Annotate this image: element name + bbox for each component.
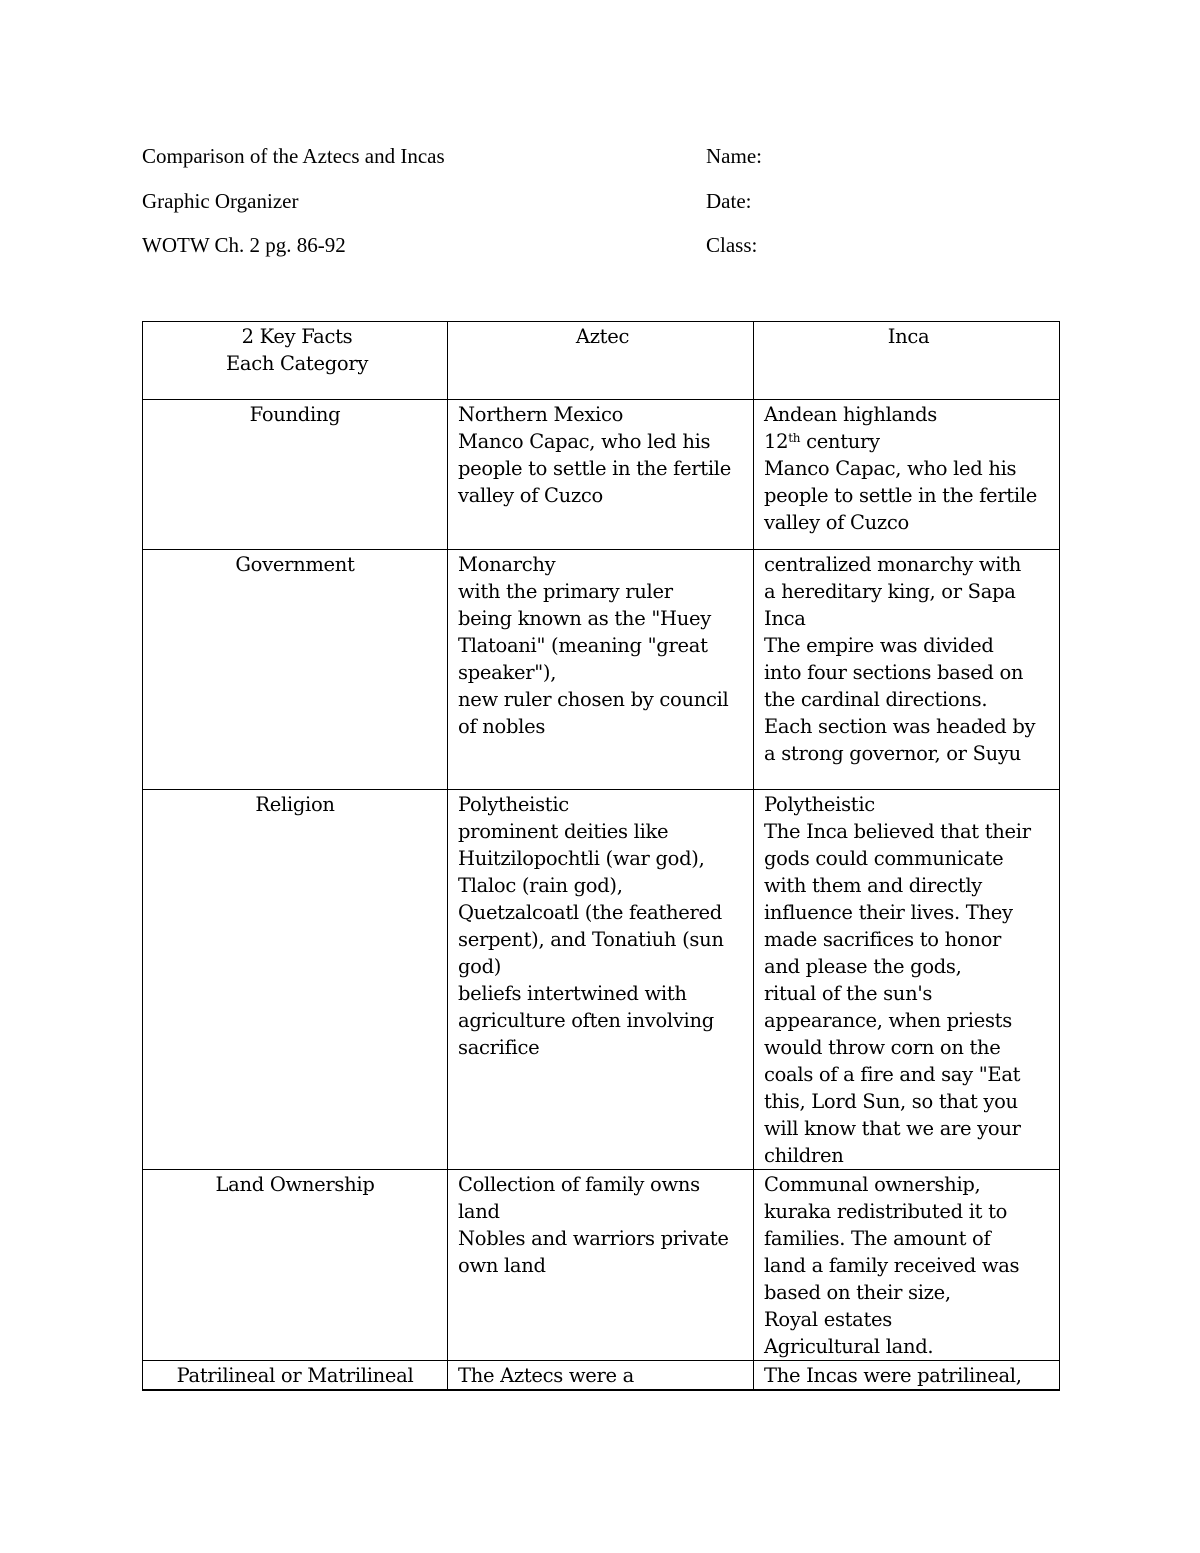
cell-line: agriculture often involving xyxy=(458,1009,714,1032)
cell-line: Andean highlands xyxy=(764,403,937,426)
cell-line: prominent deities like xyxy=(458,820,669,843)
cell-line: coals of a fire and say "Eat xyxy=(764,1063,1021,1086)
cell-line: Manco Capac, who led his xyxy=(764,457,1017,480)
century-word: century xyxy=(800,430,880,453)
category-cell xyxy=(143,550,448,790)
cell-line: Collection of family owns xyxy=(458,1173,700,1196)
header-aztec-label: Aztec xyxy=(575,325,630,348)
header-row-title xyxy=(142,142,1062,187)
cell-line: Tlatoani" (meaning "great xyxy=(458,634,708,657)
cell-line: speaker"), xyxy=(458,661,557,684)
document-title: Comparison of the Aztecs and Incas xyxy=(142,144,445,168)
aztec-cell xyxy=(448,400,754,550)
cell-line: people to settle in the fertile xyxy=(458,457,731,480)
aztec-cell xyxy=(448,550,754,790)
table-row xyxy=(143,400,1060,550)
cell-line: appearance, when priests xyxy=(764,1009,1012,1032)
chapter-reference: WOTW Ch. 2 pg. 86-92 xyxy=(142,233,346,257)
cell-line: people to settle in the fertile xyxy=(764,484,1037,507)
header-cell-aztec xyxy=(448,322,754,400)
cell-line: children xyxy=(764,1144,844,1167)
cell-line: Northern Mexico xyxy=(458,403,624,426)
cell-line: Quetzalcoatl (the feathered xyxy=(458,901,722,924)
cell-line: gods could communicate xyxy=(764,847,1004,870)
century-number: 12 xyxy=(764,430,789,453)
table-header-row xyxy=(143,322,1060,400)
date-label: Date: xyxy=(706,188,752,213)
inca-cell xyxy=(754,790,1060,1170)
cell-line: made sacrifices to honor xyxy=(764,928,1002,951)
aztec-cell xyxy=(448,1170,754,1361)
cell-line: serpent), and Tonatiuh (sun xyxy=(458,928,724,951)
cell-line: Manco Capac, who led his xyxy=(458,430,711,453)
category-cell xyxy=(143,400,448,550)
cell-line: valley of Cuzco xyxy=(764,511,909,534)
cell-line: Agricultural land. xyxy=(764,1335,934,1358)
header-key-facts-line: Each Category xyxy=(225,352,369,375)
inca-cell xyxy=(754,400,1060,550)
table-row xyxy=(143,790,1060,1170)
header-key-facts-line: 2 Key Facts xyxy=(241,325,353,348)
document-subtitle: Graphic Organizer xyxy=(142,188,299,213)
cell-line: The Aztecs were a xyxy=(458,1364,634,1387)
category-religion: Religion xyxy=(255,793,335,816)
cell-line: the cardinal directions. xyxy=(764,688,988,711)
inca-cell xyxy=(754,550,1060,790)
cell-line: centralized monarchy with xyxy=(764,553,1022,576)
category-land-ownership: Land Ownership xyxy=(215,1173,375,1196)
table-row xyxy=(143,1170,1060,1361)
cell-line: based on their size, xyxy=(764,1281,951,1304)
cell-line: would throw corn on the xyxy=(764,1036,1001,1059)
category-cell xyxy=(143,790,448,1170)
header-row-reference xyxy=(142,231,1062,276)
cell-line: The empire was divided xyxy=(764,634,994,657)
table-row xyxy=(143,1361,1060,1391)
cell-line: Each section was headed by xyxy=(764,715,1036,738)
cell-line: Polytheistic xyxy=(764,793,875,816)
name-label: Name: xyxy=(706,144,762,168)
category-cell xyxy=(143,1170,448,1361)
cell-line: land xyxy=(458,1200,500,1223)
cell-line: own land xyxy=(458,1254,546,1277)
cell-line: a hereditary king, or Sapa xyxy=(764,580,1016,603)
cell-line: Inca xyxy=(764,607,806,630)
category-patrilineal-matrilineal: Patrilineal or Matrilineal xyxy=(176,1364,414,1387)
cell-line: this, Lord Sun, so that you xyxy=(764,1090,1018,1113)
inca-cell xyxy=(754,1361,1060,1391)
cell-line: Polytheistic xyxy=(458,793,569,816)
cell-line: a strong governor, or Suyu xyxy=(764,742,1021,765)
cell-line: valley of Cuzco xyxy=(458,484,603,507)
cell-line: into four sections based on xyxy=(764,661,1024,684)
category-founding: Founding xyxy=(249,403,341,426)
aztec-cell xyxy=(448,790,754,1170)
cell-line: ritual of the sun's xyxy=(764,982,933,1005)
cell-line: and please the gods, xyxy=(764,955,962,978)
cell-line: Communal ownership, xyxy=(764,1173,981,1196)
cell-line: families. The amount of xyxy=(764,1227,991,1250)
cell-line: with the primary ruler xyxy=(458,580,673,603)
cell-line: will know that we are your xyxy=(764,1117,1021,1140)
aztec-cell xyxy=(448,1361,754,1391)
cell-line: god) xyxy=(458,955,502,978)
cell-line: of nobles xyxy=(458,715,546,738)
cell-line: sacrifice xyxy=(458,1036,540,1059)
header-cell-inca xyxy=(754,322,1060,400)
cell-line: Monarchy xyxy=(458,553,556,576)
header-row-subtitle xyxy=(142,187,1062,232)
comparison-table xyxy=(142,321,1060,1391)
century-line xyxy=(764,428,1053,455)
table-row xyxy=(143,550,1060,790)
cell-line: kuraka redistributed it to xyxy=(764,1200,1008,1223)
cell-line: Huitzilopochtli (war god), xyxy=(458,847,705,870)
cell-line: Tlaloc (rain god), xyxy=(458,874,623,897)
cell-line: land a family received was xyxy=(764,1254,1020,1277)
class-label: Class: xyxy=(706,233,758,257)
cell-line: new ruler chosen by council xyxy=(458,688,729,711)
cell-line: The Incas were patrilineal, xyxy=(764,1364,1022,1387)
category-government: Government xyxy=(235,553,355,576)
document-header xyxy=(142,142,1062,276)
header-cell-key-facts xyxy=(143,322,448,400)
inca-cell xyxy=(754,1170,1060,1361)
cell-line: being known as the "Huey xyxy=(458,607,711,630)
century-suffix: th xyxy=(788,431,801,445)
cell-line: The Inca believed that their xyxy=(764,820,1031,843)
header-inca-label: Inca xyxy=(887,325,930,348)
cell-line: with them and directly xyxy=(764,874,983,897)
category-cell xyxy=(143,1361,448,1391)
cell-line: Nobles and warriors private xyxy=(458,1227,729,1250)
cell-line: Royal estates xyxy=(764,1308,892,1331)
cell-line: beliefs intertwined with xyxy=(458,982,687,1005)
cell-line: influence their lives. They xyxy=(764,901,1013,924)
